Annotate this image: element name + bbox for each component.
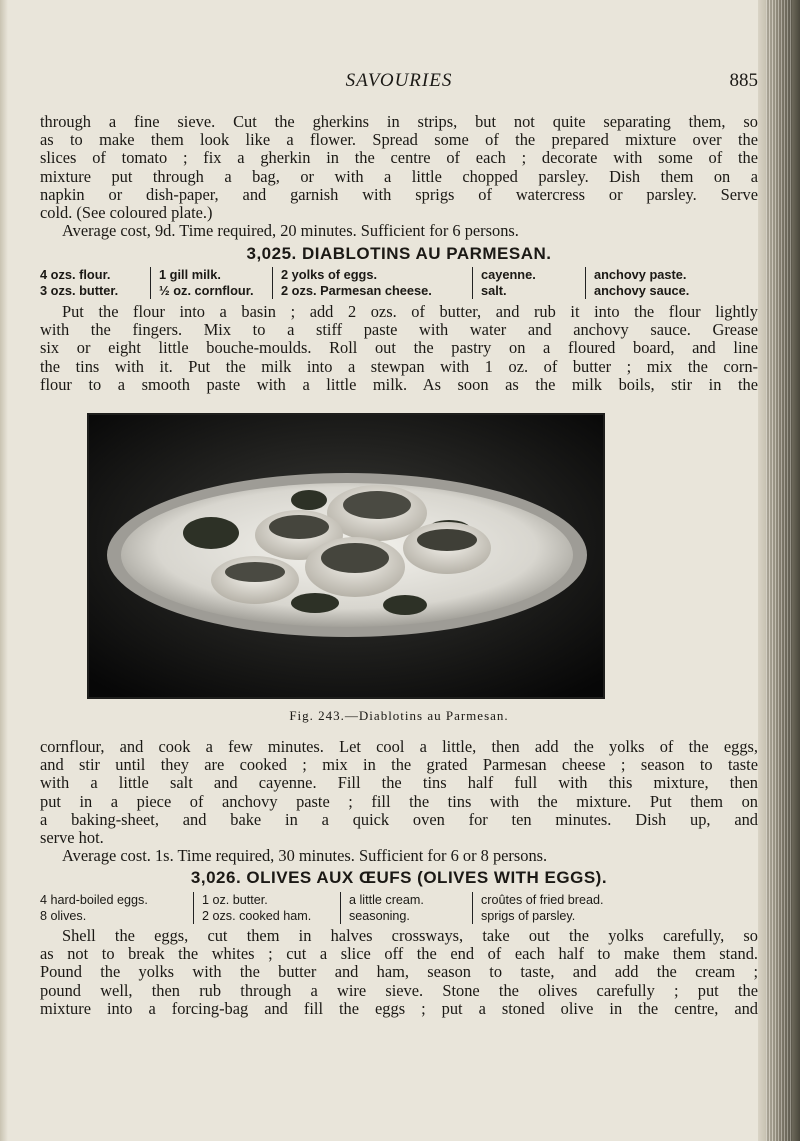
text-line: Pound the yolks with the butter and ham, season to taste, and add the cream ; (40, 962, 758, 982)
text-line: with a little salt and cayenne. Fill the tins half full with this mixture, then (40, 773, 758, 793)
text-line: and stir until they are cooked ; mix in the grated Parmesan cheese ; season to taste (40, 755, 758, 775)
text-line: cornflour, and cook a few minutes. Let cool a little, then add the yolks of the eggs, (40, 737, 758, 756)
text-line: with the fingers. Mix to a stiff paste with water and anchovy sauce. Grease (40, 320, 758, 340)
recipe-title-3026: 3,026. OLIVES AUX ŒUFS (OLIVES WITH EGGS). (190, 868, 608, 887)
text-line: Put the flour into a basin ; add 2 ozs. of butter, and rub it into the flour lightly (62, 302, 758, 321)
ingredient-column: a little cream. seasoning. (340, 892, 424, 924)
text-line: flour to a smooth paste with a little milk. As soon as the milk boils, stir in the (40, 374, 758, 394)
text-line: Average cost, 9d. Time required, 20 minutes. Sufficient for 6 persons. (62, 221, 519, 241)
method-3026 (40, 927, 758, 1018)
text-line: serve hot. (40, 828, 104, 848)
page-number: 885 (729, 70, 758, 91)
figure-photo (87, 413, 605, 699)
page-gutter-shadow (0, 0, 8, 1141)
text-line: napkin or dish-paper, and garnish with sprigs of watercress or parsley. Serve (40, 184, 758, 204)
ingredient-column: cayenne. salt. (472, 267, 536, 299)
text-line: the tins with it. Put the milk into a stewpan with 1 oz. of butter ; mix the corn- (40, 356, 758, 376)
ingredient-column: 4 hard-boiled eggs. 8 olives. (40, 893, 148, 923)
ingredient-column: anchovy paste. anchovy sauce. (585, 267, 689, 299)
running-title: SAVOURIES (345, 70, 453, 91)
text-line: six or eight little bouche-moulds. Roll out the pastry on a floured board, and line (40, 338, 758, 358)
text-line: slices of tomato ; fix a gherkin in the centre of each ; decorate with some of the (40, 148, 758, 168)
recipe-title-3025: 3,025. DIABLOTINS AU PARMESAN. (246, 244, 552, 263)
text-line: a baking-sheet, and bake in a quick oven for ten minutes. Dish up, and (40, 809, 758, 829)
ingredients-3026 (40, 892, 758, 926)
ingredient-column: 1 gill milk. ½ oz. cornflour. (150, 267, 254, 299)
text-line: pound well, then rub through a wire sieve. Stone the olives carefully ; put the (40, 980, 758, 1000)
intro-paragraph (40, 113, 758, 240)
text-line: mixture into a forcing-bag and fill the eggs ; put a stoned olive in the centre, and (40, 998, 758, 1018)
text-line: Shell the eggs, cut them in halves crossways, take out the yolks carefully, so (62, 926, 758, 945)
text-line: cold. (See coloured plate.) (40, 203, 213, 223)
figure-caption: Fig. 243.—Diablotins au Parmesan. (289, 708, 509, 723)
text-line: mixture put through a bag, or with a little chopped parsley. Dish them on a (40, 166, 758, 186)
ingredient-column: 2 yolks of eggs. 2 ozs. Parmesan cheese. (272, 267, 432, 299)
page-header (40, 70, 758, 94)
text-line: Average cost. 1s. Time required, 30 minutes. Sufficient for 6 or 8 persons. (62, 846, 548, 866)
continuation-3025 (40, 738, 758, 865)
text-line: as not to break the whites ; cut a slice off the end of each half to make them stand. (40, 944, 758, 964)
method-3025 (40, 303, 758, 394)
ingredients-3025 (40, 267, 758, 301)
text-line: put in a piece of anchovy paste ; fill the tins with the mixture. Put them on (40, 791, 758, 811)
ingredient-column: 4 ozs. flour. 3 ozs. butter. (40, 267, 119, 298)
ingredient-column: croûtes of fried bread. sprigs of parsley. (472, 892, 604, 924)
text-line: through a fine sieve. Cut the gherkins in strips, but not quite separating them, so (40, 112, 758, 131)
ingredient-column: 1 oz. butter. 2 ozs. cooked ham. (193, 892, 311, 924)
dish-illustration (89, 415, 603, 697)
text-line: as to make them look like a flower. Spread some of the prepared mixture over the (40, 130, 758, 150)
page-edge (758, 0, 800, 1141)
